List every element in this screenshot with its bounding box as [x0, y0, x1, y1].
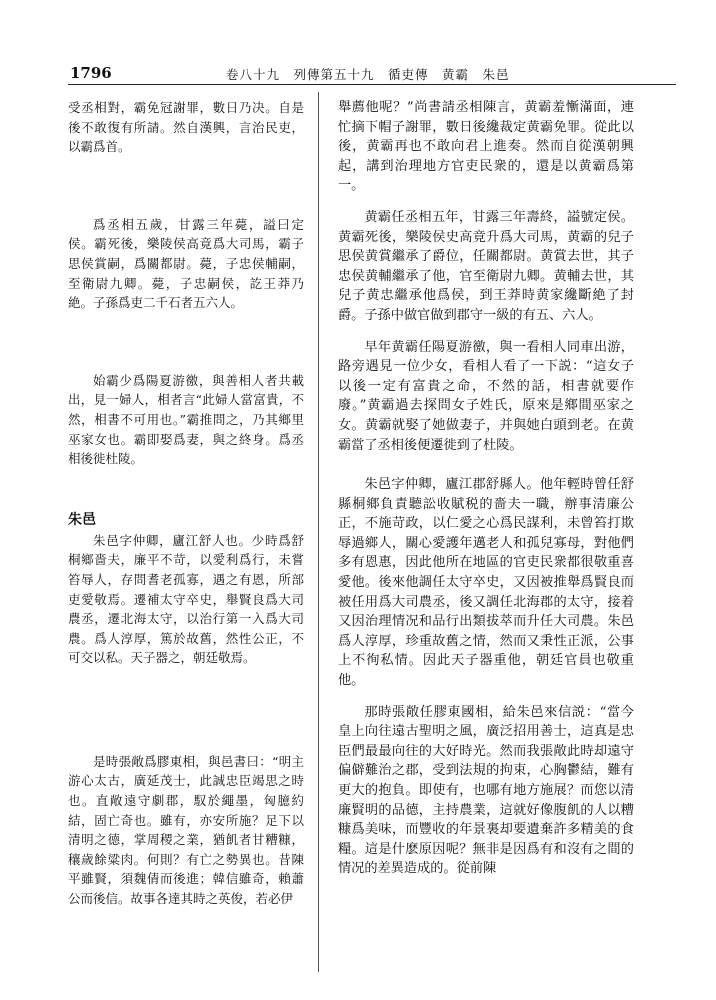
translation-paragraph-4: 朱邑字仲卿，廬江郡舒縣人。他年輕時曾任舒縣桐鄉負責聽訟收賦税的嗇夫一職，辦事清廉公正，不施苛政，以仁愛之心爲民謀利，未曾笞打欺辱過鄉人，關心愛護年邁老人和孤兒寡母，對他們多有恩惠，因此他所在地區的官吏民衆都很敬重喜愛他。後來他調任太守卒史，又因被推舉爲賢良而被任用爲大司農丞，後又調任北海郡的太守，接着又因治理情况和品行出類拔萃而升任大司農。朱邑爲人淳厚，珍重故舊之情，然而又秉性正派，公事上不徇私情。因此天子器重他，朝廷官員也敬重他。: [338, 477, 634, 689]
translation-paragraph-5: 那時張敞任膠東國相，給朱邑來信説：“當今皇上向往遠古聖明之風，廣泛招用善士，這真是忠臣們最最向往的大好時光。然而我張敞此時却遠守偏僻難治之郡，受到法規的拘束，心胸鬱結，難有更大的抱負。即使有，也哪有地方施展？而您以清廉賢明的品德，主持農業，這就好像腹飢的人以糟糠爲美味，而豐收的年景裏却要遺棄許多精美的食糧。這是什麽原因呢？無非是因爲有和沒有之間的情况的差異造成的。從前陳: [338, 704, 634, 877]
translation-paragraph-3: 早年黄霸任陽夏游徼，與一看相人同車出游，路旁遇見一位少女，看相人看了一下説：“這女子以後一定有富貴之命，不然的話，相書就要作廢。”黄霸過去探問女子姓氏，原來是鄉間巫家之女。黄霸就娶了她做妻子，并與她白頭到老。在黄霸當了丞相後便遷徙到了杜陵。: [338, 339, 634, 453]
classical-paragraph-1: 受丞相對，霸免冠謝罪，數日乃决。自是後不敢復有所請。然自漢興，言治民吏，以霸爲首。: [68, 100, 304, 155]
running-head-title: 卷八十九 列傳第五十九 循吏傳 黄霸 朱邑: [226, 67, 510, 82]
translation-paragraph-2: 黄霸任丞相五年，甘露三年壽終，謚號定侯。黄霸死後，樂陵侯史高竟升爲大司馬，黄霸的兒子思侯黄賞繼承了爵位，任關都尉。黄賞去世，其子忠侯黄輔繼承了他，官至衛尉九卿。黄輔去世，其兒子黄忠繼承他爲侯，到王莽時黄家纔斷絶了封爵。子孫中做官做到郡守一級的有五、六人。: [338, 209, 634, 323]
classical-paragraph-5: 是時張敞爲膠東相，與邑書曰：“明主游心太古，廣延茂士，此誠忠臣竭思之時也。直敞遠守劇郡，馭於繩墨，匈臆約結，固亡奇也。雖有，亦安所施？足下以清明之德，掌周稷之業，猶飢者甘糟糠，穰歲餘粱肉。何則？有亡之勢異也。昔陳平雖賢，須魏倩而後進；韓信雖奇，賴蕭公而後信。故事各達其時之英俊，若必伊: [68, 753, 304, 907]
translation-column: [338, 98, 634, 970]
translation-paragraph-1: 舉薦他呢？”尚書請丞相陳言，黄霸羞慚滿面，連忙摘下帽子謝罪，數日後纔裁定黄霸免罪。從此以後，黄霸再也不敢向君上進奏。然而自從漢朝興起，講到治理地方官吏民衆的，還是以黄霸爲第一。: [338, 100, 634, 194]
running-header: [68, 62, 676, 85]
section-title: 朱邑: [68, 511, 96, 528]
page-number: 1796: [70, 64, 112, 82]
classical-paragraph-4: 朱邑字仲卿，廬江舒人也。少時爲舒桐鄉嗇夫，廉平不苛，以愛利爲行，未嘗笞辱人，存問耆老孤寡，遇之有恩，所部吏愛敬焉。遷補太守卒史，舉賢良爲大司農丞，遷北海太守，以治行第一入爲大司農。爲人淳厚，篤於故舊，然性公正，不可交以私。天子器之，朝廷敬焉。: [68, 532, 304, 666]
classical-text-column: [68, 98, 304, 970]
column-divider: [318, 92, 319, 972]
classical-paragraph-2: 爲丞相五歲，甘露三年薨，謚曰定侯。霸死後，樂陵侯高竟爲大司馬，霸子思侯賞嗣，爲關都尉。薨，子忠侯輔嗣，至衛尉九卿。薨，子忠嗣侯，訖王莽乃絶。子孫爲吏二千石者五六人。: [68, 216, 304, 311]
classical-paragraph-3: 始霸少爲陽夏游徼，與善相人者共載出，見一婦人，相者言“此婦人當富貴，不然，相書不可用也。”霸推問之，乃其鄉里巫家女也。霸即娶爲妻，與之終身。爲丞相後徙杜陵。: [68, 372, 304, 467]
